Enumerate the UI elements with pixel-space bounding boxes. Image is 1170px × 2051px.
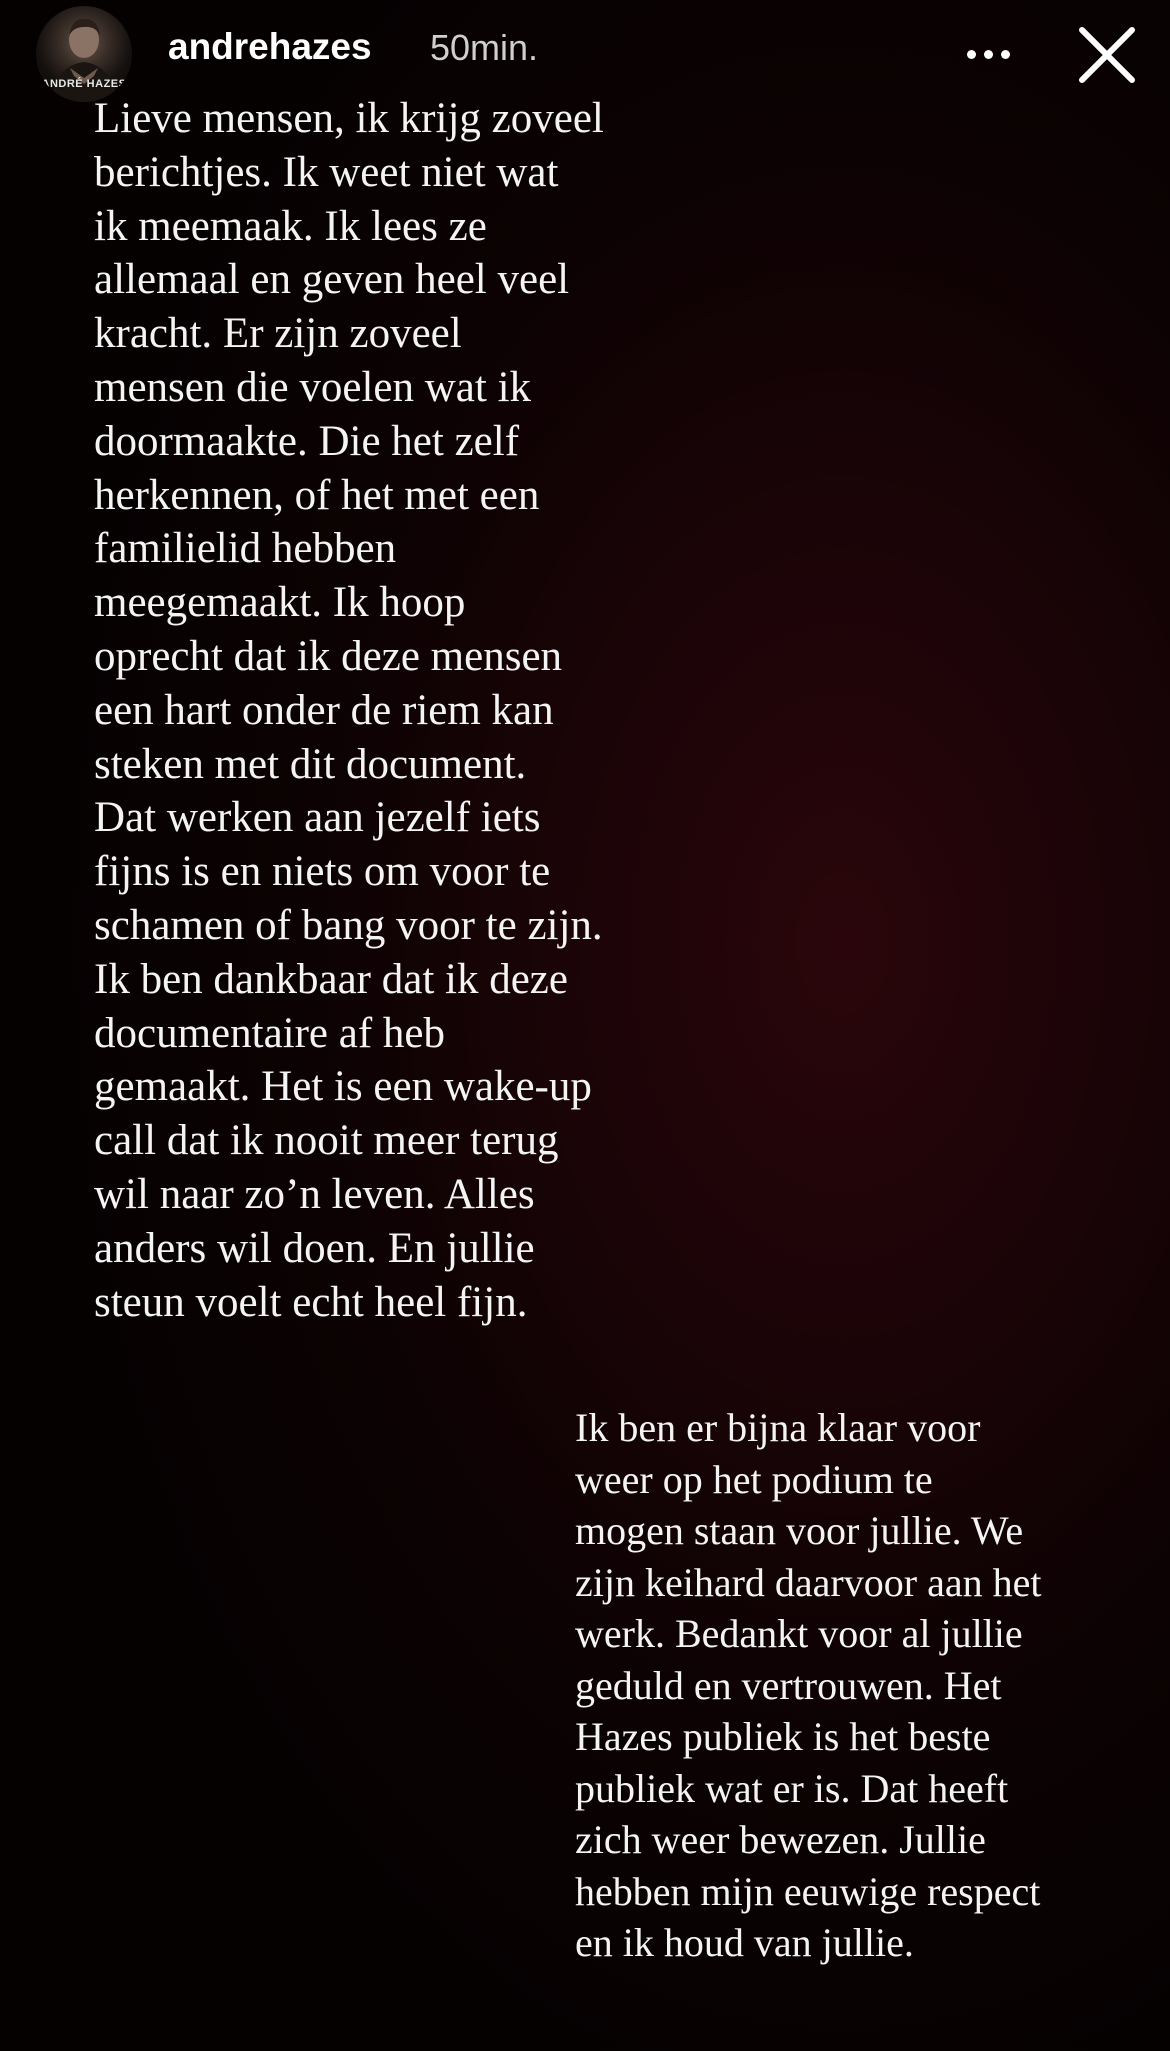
text-line: een hart onder de riem kan xyxy=(94,686,554,734)
text-line: doormaakte. Die het zelf xyxy=(94,417,520,465)
text-line: Lieve mensen, ik krijg zoveel xyxy=(94,95,604,142)
text-line: anders wil doen. En jullie xyxy=(94,1224,535,1272)
text-line: hebben mijn eeuwige respect xyxy=(575,1868,1041,1914)
text-line: schamen of bang voor te zijn. xyxy=(94,901,603,949)
text-line: werk. Bedankt voor al jullie xyxy=(575,1611,1023,1656)
avatar-logo-text: ANDRÉ HAZES xyxy=(41,78,127,90)
text-line: publiek wat er is. Dat heeft xyxy=(575,1765,1009,1811)
text-line: kracht. Er zijn zoveel xyxy=(94,310,462,358)
text-line: en ik houd van jullie. xyxy=(575,1920,914,1965)
text-line: wil naar zo’n leven. Alles xyxy=(94,1170,535,1218)
text-line: meegemaakt. Ik hoop xyxy=(94,579,466,627)
more-horizontal-icon xyxy=(967,50,976,59)
text-line: steun voelt echt heel fijn. xyxy=(94,1278,528,1326)
text-line: Dat werken aan jezelf iets xyxy=(94,794,541,842)
more-horizontal-icon xyxy=(1001,50,1010,59)
text-line: ik meemaak. Ik lees ze xyxy=(94,202,487,250)
text-line: mogen staan voor jullie. We xyxy=(575,1508,1024,1553)
text-line: berichtjes. Ik weet niet wat xyxy=(94,148,559,196)
more-options-button[interactable] xyxy=(956,28,1020,80)
avatar[interactable] xyxy=(36,6,132,102)
text-line: geduld en vertrouwen. Het xyxy=(575,1662,1002,1708)
text-line: familielid hebben xyxy=(94,525,397,573)
text-line: zich weer bewezen. Jullie xyxy=(575,1817,986,1862)
text-line: herkennen, of het met een xyxy=(94,471,540,519)
text-line: call dat ik nooit meer terug xyxy=(94,1117,559,1165)
text-line: documentaire af heb xyxy=(94,1009,445,1057)
username[interactable]: andrehazes xyxy=(168,26,372,67)
close-button[interactable] xyxy=(1074,22,1140,88)
text-line: Hazes publiek is het beste xyxy=(575,1714,991,1759)
text-line: weer op het podium te xyxy=(575,1456,933,1502)
text-line: steken met dit document. xyxy=(94,740,527,788)
text-line: allemaal en geven heel veel xyxy=(94,256,570,304)
timestamp: 50min. xyxy=(430,27,539,68)
text-line: Ik ben er bijna klaar voor xyxy=(575,1405,981,1450)
text-line: oprecht dat ik deze mensen xyxy=(94,632,563,680)
text-line: zijn keihard daarvoor aan het xyxy=(575,1559,1042,1605)
text-line: fijns is en niets om voor te xyxy=(94,848,551,896)
story-text-paragraph-1 xyxy=(94,92,604,1329)
text-line: mensen die voelen wat ik xyxy=(94,363,532,411)
close-icon xyxy=(1074,22,1140,88)
text-line: gemaakt. Het is een wake-up xyxy=(94,1063,592,1111)
text-line: Ik ben dankbaar dat ik deze xyxy=(94,955,568,1003)
more-horizontal-icon xyxy=(984,50,993,59)
story-text-paragraph-2 xyxy=(575,1402,1041,1969)
